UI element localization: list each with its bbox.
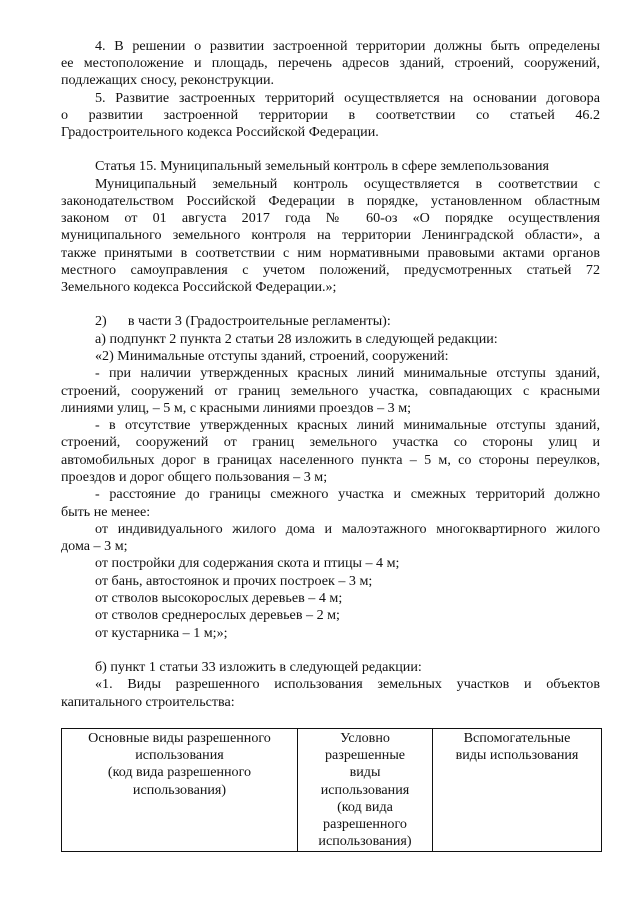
paragraph-line: от бань, автостоянок и прочих построек – 3 м; <box>95 573 373 589</box>
paragraph-line: строений, сооружений от границ земельного участка, совпадающих с красными <box>61 383 600 399</box>
cell-text: Вспомогательные <box>463 730 571 746</box>
paragraph-line: от стволов среднерослых деревьев – 2 м; <box>95 607 340 623</box>
cell-text: виды использования <box>455 747 579 764</box>
paragraph-line: Земельного кодекса Российской Федерации.»; <box>61 279 337 295</box>
paragraph-line: - в отсутствие утвержденных красных линий минимальные отступы зданий, <box>95 417 600 433</box>
paragraph-line: б) пункт 1 статьи 33 изложить в следующей редакции: <box>95 659 422 675</box>
paragraph-line: ее местоположение и площадь, перечень адресов зданий, строений, сооружений, <box>61 55 600 71</box>
paragraph-line: 4. В решении о развитии застроенной территории должны быть определены <box>95 38 600 54</box>
paragraph-line: - расстояние до границы смежного участка и смежных территорий должно <box>95 486 600 502</box>
paragraph-line: капитального строительства: <box>61 694 235 710</box>
cell-text: разрешенного <box>323 816 407 833</box>
paragraph-line: муниципального земельного контроля на территории Ленинградской области», а <box>61 227 600 243</box>
paragraph-line: линиями улиц, – 5 м, с красными линиями проездов – 3 м; <box>61 400 412 416</box>
paragraph-line: Градостроительного кодекса Российской Федерации. <box>61 124 379 140</box>
paragraph-line: 5. Развитие застроенных территорий осуществляется на основании договора <box>95 90 600 106</box>
paragraph-line: от индивидуального жилого дома и малоэтажного многоквартирного жилого <box>95 521 600 537</box>
list-item-heading: 2) в части 3 (Градостроительные регламенты): <box>95 313 391 329</box>
paragraph-line: от кустарника – 1 м;»; <box>95 625 228 641</box>
table-header-cell-conditional <box>298 729 433 852</box>
paragraph-line: подлежащих сносу, реконструкции. <box>61 72 275 88</box>
paragraph-line: «1. Виды разрешенного использования земельных участков и объектов <box>95 676 600 692</box>
paragraph-line: а) подпункт 2 пункта 2 статьи 28 изложить в следующей редакции: <box>95 331 498 347</box>
article-heading: Статья 15. Муниципальный земельный контроль в сфере землепользования <box>95 158 550 174</box>
cell-text: использования <box>135 747 224 764</box>
table-header-row <box>62 729 602 852</box>
paragraph-line: - при наличии утвержденных красных линий минимальные отступы зданий, <box>95 365 600 381</box>
paragraph-line: также принятыми в соответствии с ним нормативными правовыми актами органов <box>61 245 600 261</box>
land-use-table <box>61 728 602 852</box>
cell-text: (код вида разрешенного <box>107 764 252 781</box>
cell-text: Условно <box>340 730 390 746</box>
paragraph-line: местного самоуправления с учетом положений, предусмотренных статьей 72 <box>61 262 600 278</box>
cell-text: (код вида <box>337 798 393 815</box>
cell-text: разрешенные <box>324 747 406 764</box>
table-header-cell-auxiliary <box>433 729 602 852</box>
paragraph-line: законодательством Российской Федерации в порядке, установленном областным <box>61 193 600 209</box>
paragraph-line: проездов и дорог общего пользования – 3 м; <box>61 469 328 485</box>
table-header-cell-main <box>62 729 298 852</box>
cell-text: использования <box>320 781 410 798</box>
paragraph-line: от стволов высокорослых деревьев – 4 м; <box>95 590 343 606</box>
cell-text: использования) <box>132 781 227 798</box>
paragraph-line: законом от 01 августа 2017 года № 60-оз «О порядке осуществления <box>61 210 600 226</box>
paragraph-line: автомобильных дорог в границах населенного пункта – 5 м, со стороны переулков, <box>61 452 600 468</box>
cell-text: Основные виды разрешенного <box>88 730 271 746</box>
paragraph-line: «2) Минимальные отступы зданий, строений, сооружений: <box>95 348 449 364</box>
paragraph-line: строений, сооружений от границ земельного участка со стороны улиц и <box>61 434 600 450</box>
paragraph-line: быть не менее: <box>61 504 151 520</box>
paragraph-line: от постройки для содержания скота и птицы – 4 м; <box>95 555 400 571</box>
paragraph-line: о развитии застроенной территории в соответствии со статьей 46.2 <box>61 107 600 123</box>
cell-text: использования) <box>318 833 412 850</box>
paragraph-line: дома – 3 м; <box>61 538 128 554</box>
paragraph-line: Муниципальный земельный контроль осуществляется в соответствии с <box>95 176 600 192</box>
cell-text: виды <box>349 764 381 781</box>
